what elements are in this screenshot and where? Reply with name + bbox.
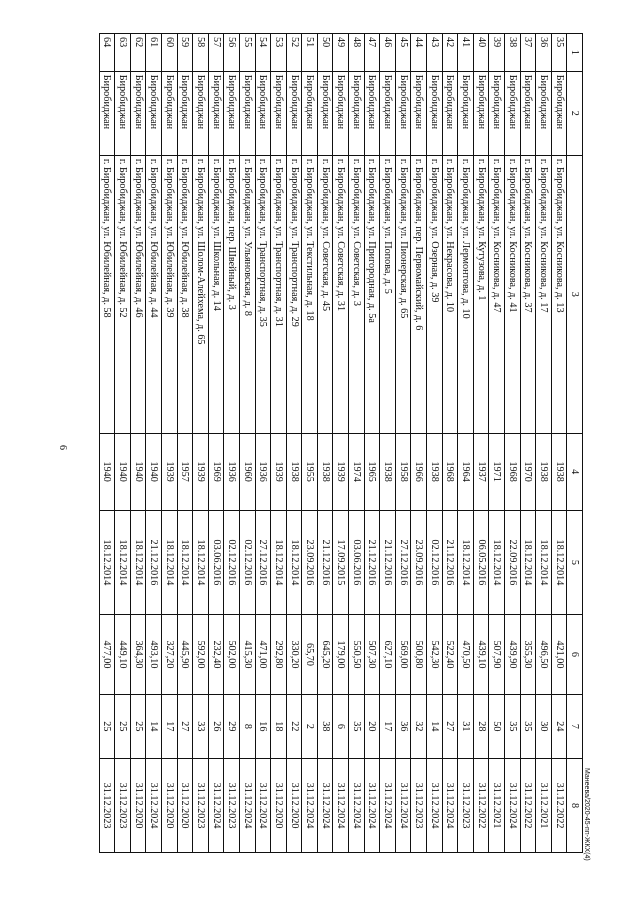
cell-date: 23.09.2016 <box>302 510 318 615</box>
table-row <box>333 34 349 853</box>
cell-date: 03.06.2016 <box>208 510 224 615</box>
cell-address: г. Биробиджан, ул. Юбилейная, д. 39 <box>161 155 177 433</box>
cell-deadline: 31.12.2024 <box>395 759 411 853</box>
cell-settlement: Биробиджан <box>364 71 380 155</box>
cell-address: г. Биробиджан, ул. Советская, д. 31 <box>333 155 349 433</box>
cell-area: 507,90 <box>489 615 505 694</box>
cell-date: 21.12.2016 <box>146 510 162 615</box>
cell-date: 18.12.2014 <box>115 510 131 615</box>
cell-row-number: 56 <box>224 34 240 72</box>
cell-date: 02.12.2016 <box>224 510 240 615</box>
cell-residents: 38 <box>317 694 333 759</box>
cell-area: 507,30 <box>364 615 380 694</box>
cell-year-built: 1938 <box>536 433 552 510</box>
cell-address: г. Биробиджан, ул. Шолом-Алейхема, д. 65 <box>193 155 209 433</box>
cell-year-built: 1971 <box>489 433 505 510</box>
cell-residents: 32 <box>411 694 427 759</box>
cell-residents: 22 <box>286 694 302 759</box>
cell-row-number: 48 <box>349 34 365 72</box>
cell-row-number: 53 <box>271 34 287 72</box>
table-row <box>271 34 287 853</box>
cell-address: г. Биробиджан, ул. Попова, д. 5 <box>380 155 396 433</box>
table-row <box>208 34 224 853</box>
cell-settlement: Биробиджан <box>130 71 146 155</box>
cell-deadline: 31.12.2021 <box>536 759 552 853</box>
cell-deadline: 31.12.2020 <box>271 759 287 853</box>
cell-deadline: 31.12.2024 <box>380 759 396 853</box>
header-col-6: 6 <box>567 615 583 694</box>
cell-deadline: 31.12.2021 <box>489 759 505 853</box>
cell-address: г. Биробиджан, ул. Транспортная, д. 35 <box>255 155 271 433</box>
cell-row-number: 35 <box>551 34 567 72</box>
cell-row-number: 51 <box>302 34 318 72</box>
cell-address: г. Биробиджан, ул. Юбилейная, д. 38 <box>177 155 193 433</box>
cell-settlement: Биробиджан <box>551 71 567 155</box>
cell-area: 550,50 <box>349 615 365 694</box>
cell-residents: 17 <box>161 694 177 759</box>
table-row <box>349 34 365 853</box>
cell-deadline: 31.12.2024 <box>442 759 458 853</box>
cell-settlement: Биробиджан <box>427 71 443 155</box>
cell-residents: 14 <box>427 694 443 759</box>
cell-deadline: 31.12.2023 <box>99 759 115 853</box>
cell-address: г. Биробиджан, ул. Юбилейная, д. 46 <box>130 155 146 433</box>
cell-residents: 18 <box>271 694 287 759</box>
cell-residents: 27 <box>177 694 193 759</box>
cell-settlement: Биробиджан <box>395 71 411 155</box>
cell-row-number: 36 <box>536 34 552 72</box>
cell-area: 364,30 <box>130 615 146 694</box>
cell-settlement: Биробиджан <box>255 71 271 155</box>
cell-deadline: 31.12.2020 <box>161 759 177 853</box>
cell-address: г. Биробиджан, пер. Первомайский, д. 6 <box>411 155 427 433</box>
cell-year-built: 1938 <box>380 433 396 510</box>
cell-area: 542,30 <box>427 615 443 694</box>
cell-date: 21.12.2016 <box>380 510 396 615</box>
cell-row-number: 58 <box>193 34 209 72</box>
cell-address: г. Биробиджан, ул. Ульяновская, д. 8 <box>239 155 255 433</box>
table-row <box>442 34 458 853</box>
cell-date: 23.09.2016 <box>411 510 427 615</box>
cell-residents: 35 <box>505 694 521 759</box>
table-row <box>317 34 333 853</box>
header-col-1: 1 <box>567 34 583 72</box>
cell-residents: 20 <box>364 694 380 759</box>
footer-note: Манеевa/2020-45-пп-ЖКХ(4) <box>583 768 590 861</box>
cell-residents: 14 <box>146 694 162 759</box>
cell-deadline: 31.12.2024 <box>146 759 162 853</box>
cell-residents: 25 <box>130 694 146 759</box>
cell-deadline: 31.12.2023 <box>458 759 474 853</box>
cell-residents: 36 <box>395 694 411 759</box>
cell-date: 27.12.2016 <box>395 510 411 615</box>
cell-deadline: 31.12.2024 <box>239 759 255 853</box>
cell-address: г. Биробиджан, ул. Транспортная, д. 31 <box>271 155 287 433</box>
cell-area: 65,70 <box>302 615 318 694</box>
cell-address: г. Биробиджан, ул. Советская, д. 3 <box>349 155 365 433</box>
cell-settlement: Биробиджан <box>146 71 162 155</box>
cell-deadline: 31.12.2024 <box>427 759 443 853</box>
cell-row-number: 59 <box>177 34 193 72</box>
cell-year-built: 1968 <box>505 433 521 510</box>
cell-area: 449,10 <box>115 615 131 694</box>
table-row <box>130 34 146 853</box>
cell-year-built: 1955 <box>302 433 318 510</box>
cell-date: 21.12.2016 <box>317 510 333 615</box>
cell-residents: 6 <box>333 694 349 759</box>
cell-area: 569,00 <box>395 615 411 694</box>
cell-address: г. Биробиджан, ул. Юбилейная, д. 44 <box>146 155 162 433</box>
cell-address: г. Биробиджан, ул. Текстильная, д. 18 <box>302 155 318 433</box>
cell-deadline: 31.12.2023 <box>224 759 240 853</box>
cell-row-number: 45 <box>395 34 411 72</box>
cell-deadline: 31.12.2020 <box>177 759 193 853</box>
cell-area: 627,10 <box>380 615 396 694</box>
cell-residents: 30 <box>536 694 552 759</box>
cell-address: г. Биробиджан, ул. Транспортная, д. 29 <box>286 155 302 433</box>
cell-area: 232,40 <box>208 615 224 694</box>
cell-area: 477,00 <box>99 615 115 694</box>
cell-date: 18.12.2014 <box>193 510 209 615</box>
cell-settlement: Биробиджан <box>505 71 521 155</box>
cell-area: 292,80 <box>271 615 287 694</box>
table-row <box>255 34 271 853</box>
cell-address: г. Биробиджан, ул. Советская, д. 45 <box>317 155 333 433</box>
cell-residents: 33 <box>193 694 209 759</box>
table-row <box>99 34 115 853</box>
cell-row-number: 43 <box>427 34 443 72</box>
cell-address: г. Биробиджан, пер. Швейный, д. 3 <box>224 155 240 433</box>
cell-settlement: Биробиджан <box>411 71 427 155</box>
header-col-5: 5 <box>567 510 583 615</box>
cell-year-built: 1957 <box>177 433 193 510</box>
cell-year-built: 1965 <box>364 433 380 510</box>
cell-area: 439,10 <box>473 615 489 694</box>
cell-row-number: 47 <box>364 34 380 72</box>
cell-date: 02.12.2016 <box>427 510 443 615</box>
cell-settlement: Биробиджан <box>115 71 131 155</box>
cell-year-built: 1938 <box>427 433 443 510</box>
table-header-row <box>567 34 583 853</box>
cell-year-built: 1968 <box>442 433 458 510</box>
cell-year-built: 1936 <box>224 433 240 510</box>
cell-year-built: 1937 <box>473 433 489 510</box>
cell-row-number: 49 <box>333 34 349 72</box>
cell-settlement: Биробиджан <box>302 71 318 155</box>
cell-settlement: Биробиджан <box>380 71 396 155</box>
cell-deadline: 31.12.2023 <box>411 759 427 853</box>
cell-row-number: 57 <box>208 34 224 72</box>
cell-address: г. Биробиджан, ул. Пригородная, д. 5а <box>364 155 380 433</box>
cell-area: 470,50 <box>458 615 474 694</box>
cell-area: 471,00 <box>255 615 271 694</box>
cell-row-number: 42 <box>442 34 458 72</box>
cell-date: 18.12.2014 <box>520 510 536 615</box>
cell-address: г. Биробиджан, ул. Косникова, д. 37 <box>520 155 536 433</box>
cell-residents: 35 <box>349 694 365 759</box>
cell-row-number: 50 <box>317 34 333 72</box>
cell-residents: 50 <box>489 694 505 759</box>
table-row <box>489 34 505 853</box>
cell-settlement: Биробиджан <box>161 71 177 155</box>
cell-year-built: 1939 <box>271 433 287 510</box>
cell-deadline: 31.12.2024 <box>302 759 318 853</box>
cell-settlement: Биробиджан <box>317 71 333 155</box>
cell-settlement: Биробиджан <box>473 71 489 155</box>
cell-settlement: Биробиджан <box>224 71 240 155</box>
cell-area: 645,20 <box>317 615 333 694</box>
cell-row-number: 44 <box>411 34 427 72</box>
cell-address: г. Биробиджан, ул. Юбилейная, д. 52 <box>115 155 131 433</box>
cell-area: 502,00 <box>224 615 240 694</box>
cell-deadline: 31.12.2024 <box>364 759 380 853</box>
cell-address: г. Биробиджан, ул. Косникова, д. 13 <box>551 155 567 433</box>
cell-row-number: 37 <box>520 34 536 72</box>
cell-residents: 16 <box>255 694 271 759</box>
table-row <box>505 34 521 853</box>
cell-row-number: 61 <box>146 34 162 72</box>
cell-deadline: 31.12.2023 <box>115 759 131 853</box>
cell-deadline: 31.12.2022 <box>473 759 489 853</box>
cell-settlement: Биробиджан <box>99 71 115 155</box>
cell-settlement: Биробиджан <box>536 71 552 155</box>
header-col-3: 3 <box>567 155 583 433</box>
cell-address: г. Биробиджан, ул. Кутузова, д. 1 <box>473 155 489 433</box>
cell-residents: 25 <box>99 694 115 759</box>
table-row <box>224 34 240 853</box>
cell-residents: 31 <box>458 694 474 759</box>
cell-year-built: 1970 <box>520 433 536 510</box>
cell-year-built: 1974 <box>349 433 365 510</box>
table-row <box>302 34 318 853</box>
cell-settlement: Биробиджан <box>193 71 209 155</box>
cell-settlement: Биробиджан <box>286 71 302 155</box>
cell-area: 500,80 <box>411 615 427 694</box>
cell-row-number: 55 <box>239 34 255 72</box>
cell-date: 18.12.2014 <box>489 510 505 615</box>
cell-address: г. Биробиджан, ул. Лермонтова, д. 10 <box>458 155 474 433</box>
cell-year-built: 1940 <box>130 433 146 510</box>
cell-area: 355,30 <box>520 615 536 694</box>
cell-area: 445,90 <box>177 615 193 694</box>
cell-date: 21.12.2016 <box>442 510 458 615</box>
table-row <box>473 34 489 853</box>
table-row <box>286 34 302 853</box>
cell-deadline: 31.12.2024 <box>208 759 224 853</box>
table-row <box>161 34 177 853</box>
header-col-4: 4 <box>567 433 583 510</box>
cell-settlement: Биробиджан <box>458 71 474 155</box>
cell-row-number: 60 <box>161 34 177 72</box>
table-row <box>364 34 380 853</box>
cell-date: 18.12.2014 <box>161 510 177 615</box>
cell-row-number: 63 <box>115 34 131 72</box>
cell-settlement: Биробиджан <box>177 71 193 155</box>
cell-residents: 24 <box>551 694 567 759</box>
cell-area: 496,50 <box>536 615 552 694</box>
table-row <box>239 34 255 853</box>
cell-residents: 27 <box>442 694 458 759</box>
cell-deadline: 31.12.2020 <box>130 759 146 853</box>
table-body <box>99 34 567 853</box>
cell-area: 522,40 <box>442 615 458 694</box>
cell-row-number: 38 <box>505 34 521 72</box>
cell-date: 21.12.2016 <box>364 510 380 615</box>
cell-address: г. Биробиджан, ул. Школьная, д. 14 <box>208 155 224 433</box>
cell-date: 22.09.2016 <box>505 510 521 615</box>
cell-date: 03.06.2016 <box>349 510 365 615</box>
cell-row-number: 62 <box>130 34 146 72</box>
cell-residents: 25 <box>115 694 131 759</box>
table-row <box>380 34 396 853</box>
cell-year-built: 1960 <box>239 433 255 510</box>
cell-residents: 29 <box>224 694 240 759</box>
table-row <box>520 34 536 853</box>
cell-year-built: 1938 <box>286 433 302 510</box>
cell-date: 18.12.2014 <box>551 510 567 615</box>
cell-residents: 8 <box>239 694 255 759</box>
table-row <box>411 34 427 853</box>
cell-row-number: 39 <box>489 34 505 72</box>
cell-residents: 35 <box>520 694 536 759</box>
cell-row-number: 40 <box>473 34 489 72</box>
cell-area: 421,00 <box>551 615 567 694</box>
table-row <box>551 34 567 853</box>
cell-date: 18.12.2014 <box>99 510 115 615</box>
cell-date: 17.09.2015 <box>333 510 349 615</box>
cell-year-built: 1966 <box>411 433 427 510</box>
cell-year-built: 1964 <box>458 433 474 510</box>
cell-area: 179,00 <box>333 615 349 694</box>
cell-address: г. Биробиджан, ул. Косникова, д. 47 <box>489 155 505 433</box>
cell-deadline: 31.12.2020 <box>286 759 302 853</box>
cell-address: г. Биробиджан, ул. Косникова, д. 41 <box>505 155 521 433</box>
cell-year-built: 1940 <box>115 433 131 510</box>
cell-settlement: Биробиджан <box>271 71 287 155</box>
cell-address: г. Биробиджан, ул. Пионерская, д. 65 <box>395 155 411 433</box>
cell-date: 18.12.2014 <box>177 510 193 615</box>
cell-date: 18.12.2014 <box>130 510 146 615</box>
cell-area: 327,20 <box>161 615 177 694</box>
cell-date: 18.12.2014 <box>271 510 287 615</box>
cell-settlement: Биробиджан <box>333 71 349 155</box>
cell-date: 27.12.2016 <box>255 510 271 615</box>
cell-year-built: 1938 <box>551 433 567 510</box>
housing-table <box>99 33 583 853</box>
cell-residents: 2 <box>302 694 318 759</box>
cell-date: 18.12.2014 <box>286 510 302 615</box>
cell-deadline: 31.12.2022 <box>520 759 536 853</box>
header-col-7: 7 <box>567 694 583 759</box>
cell-address: г. Биробиджан, ул. Озерная, д. 39 <box>427 155 443 433</box>
cell-date: 18.12.2014 <box>458 510 474 615</box>
cell-residents: 26 <box>208 694 224 759</box>
cell-deadline: 31.12.2024 <box>255 759 271 853</box>
cell-year-built: 1939 <box>333 433 349 510</box>
table-row <box>146 34 162 853</box>
cell-settlement: Биробиджан <box>489 71 505 155</box>
cell-area: 415,30 <box>239 615 255 694</box>
table-row <box>193 34 209 853</box>
cell-area: 493,10 <box>146 615 162 694</box>
cell-address: г. Биробиджан, ул. Косникова, д. 17 <box>536 155 552 433</box>
cell-year-built: 1938 <box>317 433 333 510</box>
table-container <box>101 33 583 853</box>
cell-deadline: 31.12.2024 <box>349 759 365 853</box>
cell-deadline: 31.12.2024 <box>333 759 349 853</box>
cell-deadline: 31.12.2023 <box>193 759 209 853</box>
cell-address: г. Биробиджан, ул. Юбилейная, д. 58 <box>99 155 115 433</box>
cell-year-built: 1936 <box>255 433 271 510</box>
cell-year-built: 1940 <box>146 433 162 510</box>
table-row <box>536 34 552 853</box>
cell-year-built: 1958 <box>395 433 411 510</box>
table-row <box>395 34 411 853</box>
cell-settlement: Биробиджан <box>442 71 458 155</box>
cell-deadline: 31.12.2022 <box>551 759 567 853</box>
cell-year-built: 1939 <box>193 433 209 510</box>
header-col-2: 2 <box>567 71 583 155</box>
cell-area: 439,90 <box>505 615 521 694</box>
cell-date: 02.12.2016 <box>239 510 255 615</box>
cell-year-built: 1939 <box>161 433 177 510</box>
cell-area: 330,20 <box>286 615 302 694</box>
cell-row-number: 41 <box>458 34 474 72</box>
cell-settlement: Биробиджан <box>349 71 365 155</box>
cell-date: 18.12.2014 <box>536 510 552 615</box>
cell-year-built: 1969 <box>208 433 224 510</box>
cell-deadline: 31.12.2024 <box>317 759 333 853</box>
cell-area: 592,00 <box>193 615 209 694</box>
header-col-8: 8 <box>567 759 583 853</box>
table-row <box>177 34 193 853</box>
cell-settlement: Биробиджан <box>208 71 224 155</box>
cell-residents: 28 <box>473 694 489 759</box>
table-row <box>115 34 131 853</box>
table-row <box>458 34 474 853</box>
page-number: 6 <box>57 445 68 450</box>
cell-year-built: 1940 <box>99 433 115 510</box>
cell-row-number: 54 <box>255 34 271 72</box>
cell-residents: 17 <box>380 694 396 759</box>
cell-address: г. Биробиджан, ул. Некрасова, д. 10 <box>442 155 458 433</box>
cell-row-number: 46 <box>380 34 396 72</box>
cell-date: 06.05.2016 <box>473 510 489 615</box>
cell-settlement: Биробиджан <box>520 71 536 155</box>
cell-deadline: 31.12.2024 <box>505 759 521 853</box>
cell-settlement: Биробиджан <box>239 71 255 155</box>
cell-row-number: 52 <box>286 34 302 72</box>
table-row <box>427 34 443 853</box>
cell-row-number: 64 <box>99 34 115 72</box>
